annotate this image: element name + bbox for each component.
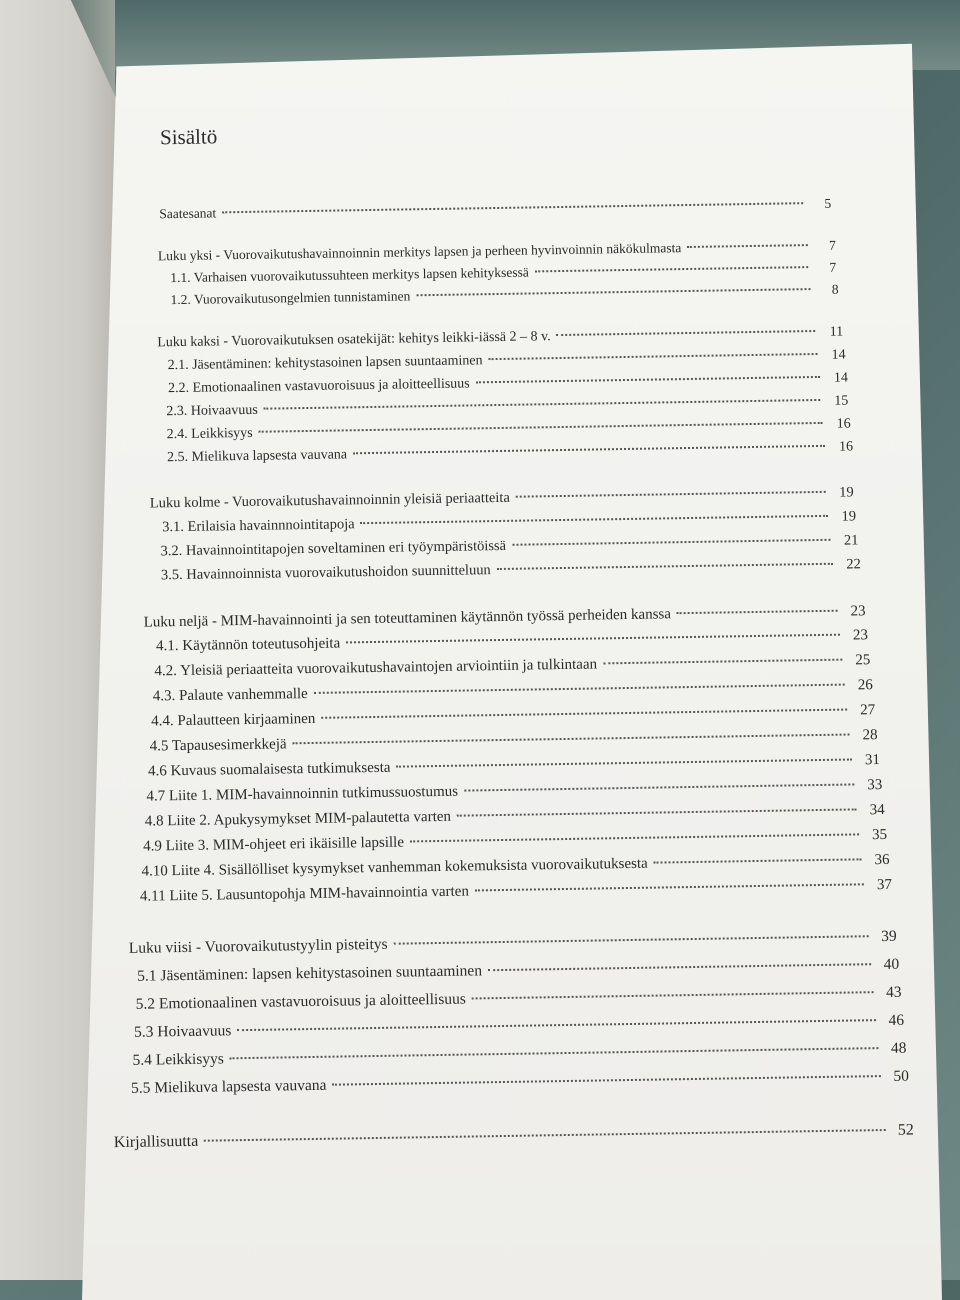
toc-section-4-7	[146, 777, 882, 806]
toc-entry-text: 4.2. Yleisiä periaatteita vuorovaikutushavaintojen arviointiin ja tulkintaan	[154, 656, 598, 680]
toc-page-number: 35	[871, 826, 888, 844]
toc-entry-text: 4.9 Liite 3. MIM-ohjeet eri ikäisille lapsille	[143, 834, 405, 855]
leader-dots	[472, 991, 874, 999]
toc-chapter-4	[144, 603, 866, 631]
leader-dots	[353, 445, 825, 454]
toc-page-number: 28	[862, 727, 878, 744]
toc-page-number: 19	[839, 484, 854, 501]
toc-entry-text: 1.2. Vuorovaikutusongelmien tunnistaminen	[170, 288, 411, 308]
leader-dots	[416, 288, 810, 296]
toc-entry-text: 3.2. Havainnointitapojen soveltaminen eri työympäristöissä	[160, 537, 507, 560]
toc-entry-text: 3.1. Erilaisia havainnnointitapoja	[162, 516, 355, 536]
toc-entry-text: 5.4 Leikkisyys	[132, 1050, 224, 1069]
toc-section-4-5	[150, 727, 878, 755]
toc-entry-text: 2.1. Jäsentäminen: kehitystasoinen lapsen suuntaaminen	[167, 353, 483, 374]
toc-chapter-5	[129, 928, 897, 958]
toc-page-number: 34	[869, 801, 885, 819]
toc-page-number: 16	[836, 416, 851, 432]
toc-section-4-8	[145, 802, 885, 831]
toc-chapter-3	[150, 484, 854, 512]
toc-page-number: 7	[828, 237, 836, 253]
toc-page-number: 31	[864, 752, 881, 769]
leader-dots	[497, 563, 833, 570]
leader-dots	[535, 266, 808, 272]
toc-section-2-1	[168, 348, 846, 375]
toc-entry-text: 4.6 Kuvaus suomalaisesta tutkimuksesta	[147, 759, 391, 780]
toc-page-number: 37	[876, 876, 893, 894]
toc-section-5-1	[137, 956, 899, 986]
leader-dots	[293, 734, 850, 745]
toc-section-4-4	[151, 702, 875, 730]
toc-entry-text: Luku neljä - MIM-havainnointi ja sen toteuttaminen käytännön työssä perheiden kanssa	[143, 606, 672, 631]
toc-section-3-2	[160, 532, 858, 560]
toc-entry-text: Saatesanat	[159, 205, 217, 222]
toc-entry-text: 2.4. Leikkisyys	[166, 425, 253, 443]
toc-section-4-3	[153, 677, 873, 705]
toc-section-5-5	[131, 1068, 909, 1098]
leader-dots	[516, 491, 826, 498]
toc-entry-text: 5.3 Hoivaavuus	[133, 1022, 232, 1041]
toc-page-number: 11	[829, 324, 844, 340]
toc-page-number: 8	[831, 281, 839, 297]
toc-entry-text: 2.2. Emotionaalinen vastavuoroisuus ja aloitteellisuus	[167, 376, 470, 397]
toc-section-2-2	[168, 371, 848, 398]
toc-section-2-3	[166, 394, 848, 421]
toc-section-3-1	[162, 508, 856, 536]
leader-dots	[204, 1129, 886, 1142]
leader-dots	[654, 858, 862, 863]
toc-page-number: 26	[857, 677, 873, 694]
toc-page-number: 52	[897, 1121, 914, 1139]
leader-dots	[677, 610, 838, 615]
toc-page-number: 27	[860, 702, 876, 719]
toc-entry-text: 5.2 Emotionaalinen vastavuoroisuus ja aloitteellisuus	[135, 990, 466, 1013]
leader-dots	[361, 515, 828, 524]
leader-dots	[476, 376, 820, 383]
leader-dots	[332, 1075, 881, 1086]
toc-entry-text: 4.10 Liite 4. Sisällölliset kysymykset vanhemman kokemuksista vuorovaikutuksesta	[141, 855, 648, 880]
toc-page-number: 33	[867, 777, 883, 794]
toc-entry-text: Kirjallisuutta	[113, 1132, 199, 1152]
toc-page-number: 40	[883, 955, 900, 974]
toc-section-2-4	[167, 416, 851, 443]
toc-bibliography	[114, 1122, 914, 1153]
leader-dots	[464, 783, 854, 791]
toc-page-number: 21	[843, 532, 859, 549]
toc-page-number: 46	[888, 1011, 905, 1029]
leader-dots	[557, 330, 816, 336]
leader-dots	[603, 659, 842, 665]
toc-section-4-9	[143, 827, 887, 856]
toc-page-number: 14	[831, 347, 846, 363]
leader-dots	[230, 1047, 879, 1059]
toc-section-1-2	[170, 282, 838, 308]
toc-section-5-3	[134, 1012, 904, 1042]
toc-entry-text: 4.4. Palautteen kirjaaminen	[151, 710, 316, 730]
toc-section-5-4	[132, 1040, 906, 1070]
toc-entry-text: 4.11 Liite 5. Lausuntopohja MIM-havainnointia varten	[139, 883, 470, 905]
leader-dots	[475, 883, 864, 891]
toc-entry-text: 2.3. Hoivaavuus	[166, 402, 258, 420]
leader-dots	[346, 634, 840, 644]
leader-dots	[489, 353, 818, 360]
toc-entry-text: Luku viisi - Vuorovaikutustyylin pisteitys	[128, 935, 388, 957]
toc-page-number: 43	[885, 983, 902, 1001]
toc-section-1-1	[170, 260, 836, 286]
toc-entry-text: 1.1. Varhaisen vuorovaikutussuhteen merkitys lapsen kehityksessä	[170, 264, 529, 286]
toc-page-number: 5	[824, 195, 832, 211]
toc-section-4-11	[140, 877, 892, 906]
toc-entry-preface	[159, 196, 831, 223]
toc-entry-text: 5.5 Mielikuva lapsesta vauvana	[130, 1076, 327, 1097]
leader-dots	[237, 1019, 876, 1031]
leader-dots	[512, 539, 830, 546]
toc-page-number: 7	[829, 259, 837, 275]
toc-page-number: 39	[881, 927, 897, 946]
toc-entry-text: 4.7 Liite 1. MIM-havainnoinnin tutkimussuostumus	[146, 783, 459, 805]
toc-page-number: 15	[834, 393, 849, 409]
toc-section-5-2	[136, 984, 902, 1014]
leader-dots	[396, 758, 852, 767]
toc-section-4-10	[141, 852, 889, 881]
leader-dots	[488, 963, 871, 971]
toc-section-4-6	[148, 752, 880, 780]
toc-entry-text: 5.1 Jäsentäminen: lapsen kehitystasoinen suuntaaminen	[137, 962, 483, 985]
toc-page-number: 19	[841, 508, 857, 525]
toc-page-number: 25	[855, 652, 871, 669]
toc-section-2-5	[167, 439, 853, 466]
leader-dots	[314, 684, 845, 694]
toc-entry-text: 4.5 Tapausesimerkkejä	[149, 736, 287, 755]
toc-section-4-2	[154, 652, 870, 680]
toc-page-number: 36	[874, 851, 890, 869]
leader-dots	[321, 709, 847, 719]
toc-page-number: 16	[838, 439, 854, 455]
toc-page-number: 23	[852, 627, 869, 644]
toc-entry-text: 4.3. Palaute vanhemmalle	[152, 686, 308, 705]
toc-entry-text: 4.1. Käytännön toteutusohjeita	[155, 635, 341, 655]
leader-dots	[457, 808, 857, 816]
toc-entry-text: Luku kaksi - Vuorovaikutuksen osatekijät: kehitys leikki-iässä 2 – 8 v.	[157, 329, 551, 351]
toc-entry-text: Luku yksi - Vuorovaikutushavainnoinnin merkitys lapsen ja perheen hyvinvoinnin näkökulmasta	[157, 240, 682, 264]
toc-page-number: 23	[850, 603, 866, 620]
toc-page-number: 48	[890, 1039, 907, 1057]
toc-entry-text: 3.5. Havainnoinnista vuorovaikutushoidon suunnitteluun	[160, 562, 491, 584]
toc-page-number: 22	[846, 556, 861, 573]
toc-section-3-5	[161, 556, 861, 584]
toc-page-number: 14	[833, 370, 849, 386]
toc-entry-text: 4.8 Liite 2. Apukysymykset MIM-palautetta varten	[144, 808, 452, 830]
leader-dots	[394, 935, 869, 944]
toc-chapter-2	[157, 325, 843, 352]
toc-section-4-1	[156, 627, 868, 655]
page-title: Sisältö	[159, 124, 218, 150]
leader-dots	[259, 422, 823, 433]
leader-dots	[410, 833, 859, 842]
toc-entry-text: 2.5. Mielikuva lapsesta vauvana	[166, 447, 348, 466]
leader-dots	[222, 202, 803, 213]
toc-entry-text: Luku kolme - Vuorovaikutushavainnoinnin yleisiä periaatteita	[149, 489, 510, 512]
leader-dots	[687, 244, 808, 248]
toc-page-number: 50	[893, 1067, 910, 1085]
leader-dots	[264, 399, 821, 410]
